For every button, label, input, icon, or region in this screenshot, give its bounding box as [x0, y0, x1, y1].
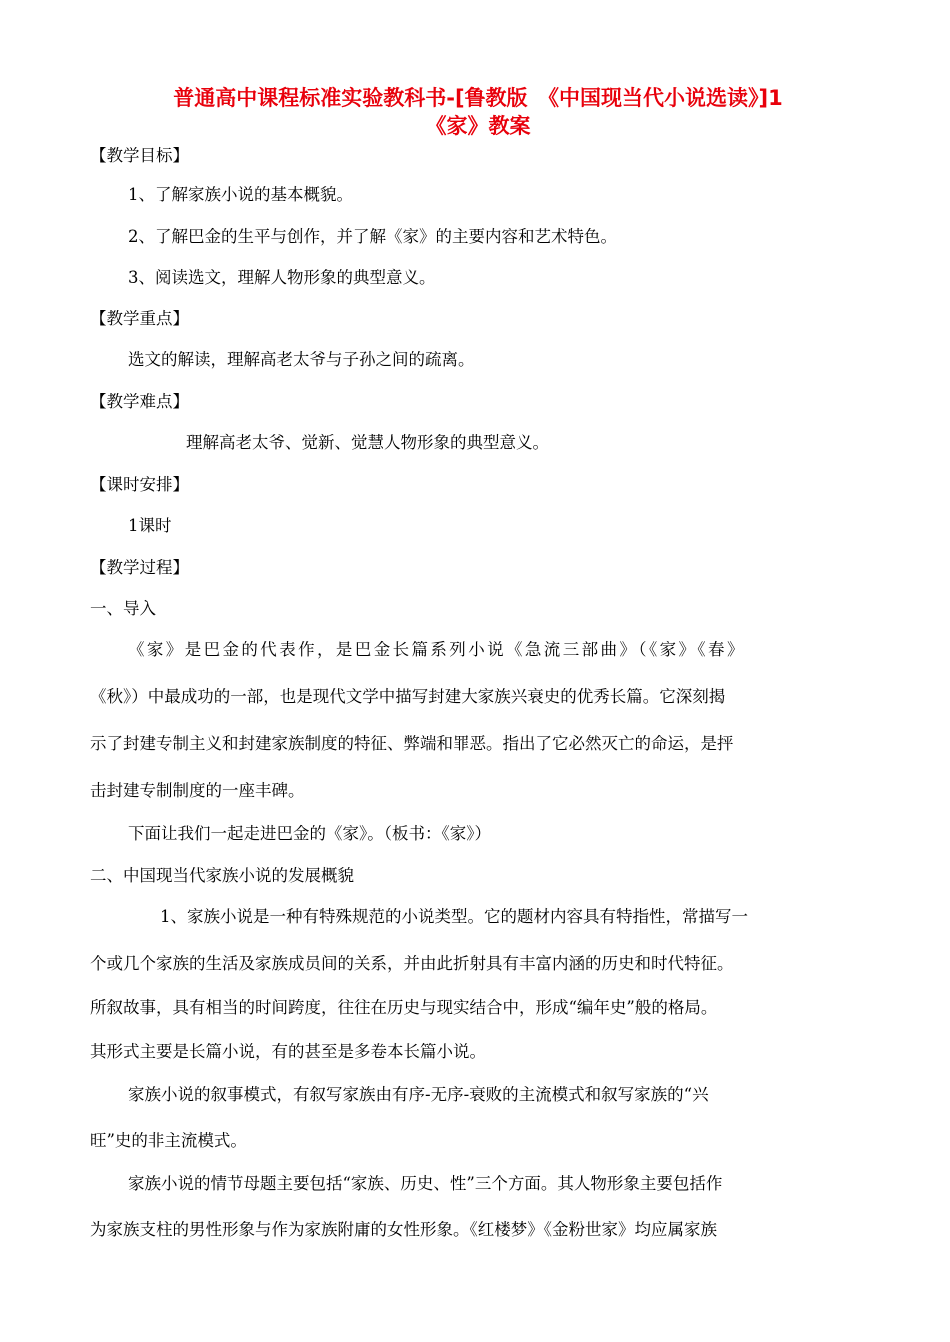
- part2-paragraph-2-line-2: 旺”史的非主流模式。: [90, 1131, 247, 1150]
- key-points-text: 选文的解读，理解高老太爷与子孙之间的疏离。: [128, 350, 475, 369]
- document-title-line-2: 《家》教案: [425, 114, 531, 138]
- goal-item-1: 1、了解家族小说的基本概貌。: [128, 185, 353, 204]
- intro-paragraph-line-3: 示了封建专制主义和封建家族制度的特征、弊端和罪恶。指出了它必然灭亡的命运，是抨: [90, 734, 734, 753]
- section-heading-difficulties: 【教学难点】: [90, 392, 189, 411]
- intro-paragraph-2: 下面让我们一起走进巴金的《家》。（板书：《家》）: [128, 824, 491, 843]
- goal-item-3: 3、阅读选文，理解人物形象的典型意义。: [128, 268, 436, 287]
- intro-heading: 一、导入: [90, 599, 156, 618]
- document-title-line-1: 普通高中课程标准实验教科书-[鲁教版 《中国现当代小说选读》]1: [173, 86, 783, 110]
- intro-paragraph-line-4: 击封建专制制度的一座丰碑。: [90, 781, 305, 800]
- section-heading-schedule: 【课时安排】: [90, 475, 189, 494]
- part2-paragraph-2-line-1: 家族小说的叙事模式，有叙写家族由有序-无序-衰败的主流模式和叙写家族的“兴: [128, 1085, 709, 1104]
- part2-heading: 二、中国现当代家族小说的发展概貌: [90, 866, 354, 885]
- part2-paragraph-1-line-3: 所叙故事，具有相当的时间跨度，往往在历史与现实结合中，形成“编年史”般的格局。: [90, 998, 718, 1017]
- part2-paragraph-1-line-2: 个或几个家族的生活及家族成员间的关系，并由此折射具有丰富内涵的历史和时代特征。: [90, 954, 734, 973]
- part2-paragraph-3-line-2: 为家族支柱的男性形象与作为家族附庸的女性形象。《红楼梦》《金粉世家》均应属家族: [90, 1220, 717, 1239]
- part2-paragraph-3-line-1: 家族小说的情节母题主要包括“家族、历史、性”三个方面。其人物形象主要包括作: [128, 1174, 723, 1193]
- part2-paragraph-1-line-1: 1、家族小说是一种有特殊规范的小说类型。它的题材内容具有特指性，常描写一: [160, 907, 748, 926]
- schedule-text: 1课时: [128, 516, 172, 535]
- section-heading-process: 【教学过程】: [90, 558, 189, 577]
- difficulties-text: 理解高老太爷、觉新、觉慧人物形象的典型意义。: [186, 433, 549, 452]
- part2-paragraph-1-line-4: 其形式主要是长篇小说，有的甚至是多卷本长篇小说。: [90, 1042, 486, 1061]
- goal-item-2: 2、了解巴金的生平与创作，并了解《家》的主要内容和艺术特色。: [128, 227, 617, 246]
- intro-paragraph-line-2: 《秋》）中最成功的一部，也是现代文学中描写封建大家族兴衰史的优秀长篇。它深刻揭: [90, 687, 726, 706]
- intro-paragraph-line-1: 《家》是巴金的代表作，是巴金长篇系列小说《急流三部曲》（《家》《春》: [128, 640, 746, 659]
- section-heading-key-points: 【教学重点】: [90, 309, 189, 328]
- section-heading-goals: 【教学目标】: [90, 146, 189, 165]
